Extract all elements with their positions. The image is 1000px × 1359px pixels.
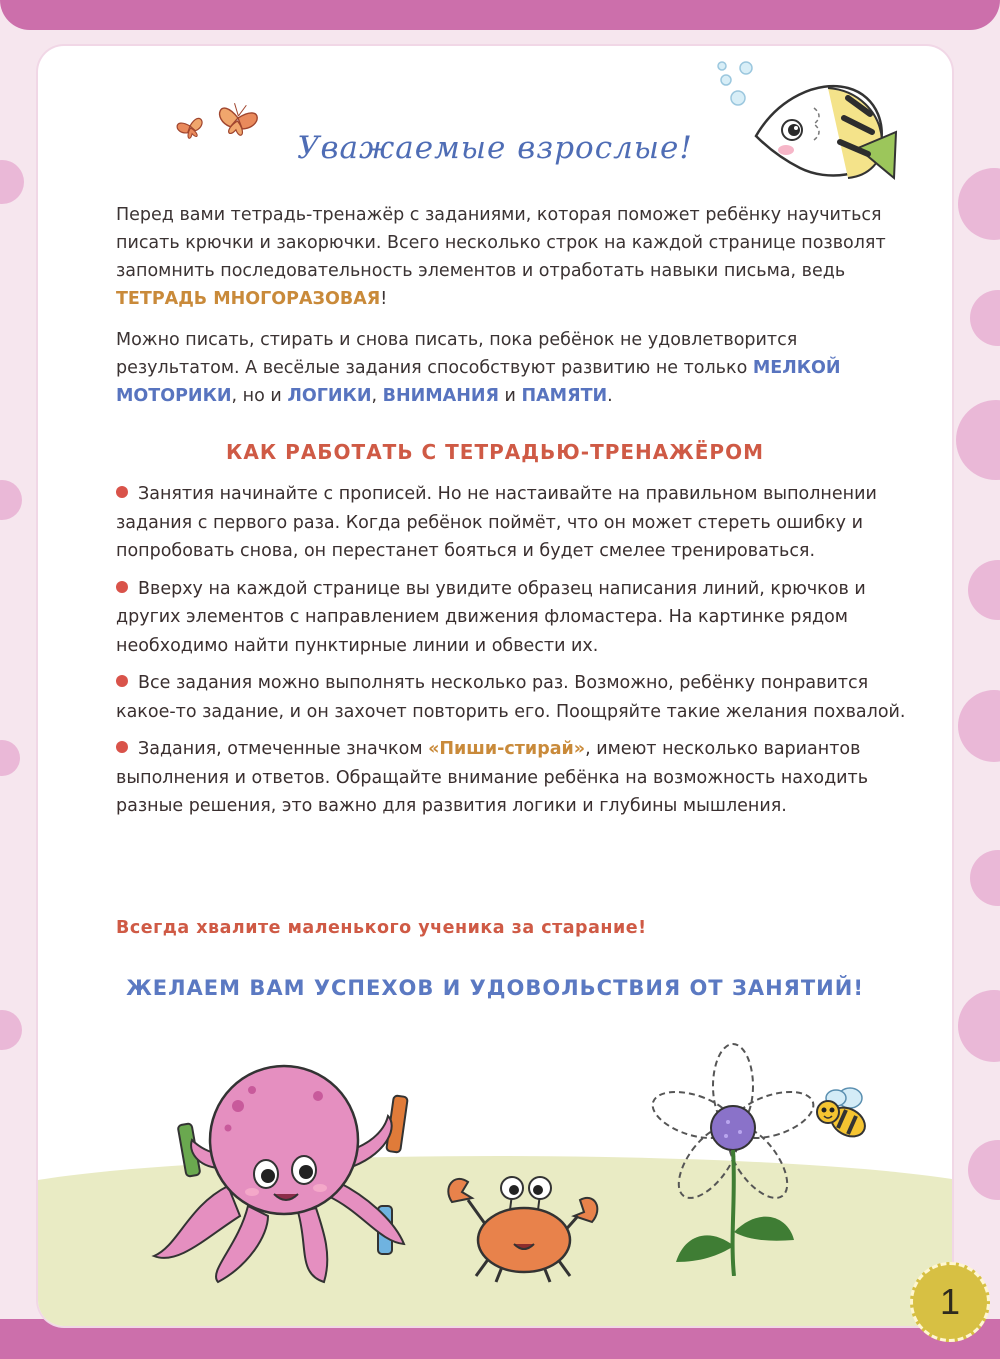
fish-illustration <box>708 58 908 188</box>
background-dot <box>956 400 1000 480</box>
background-dot <box>970 850 1000 906</box>
background-dot <box>0 480 22 520</box>
intro-paragraph-2 <box>116 326 916 410</box>
intro-p2-end: . <box>607 386 613 406</box>
intro-p1-end: ! <box>380 289 388 309</box>
list-item-text: Вверху на каждой странице вы увидите образец написания линий, крючков и других элементов с направлением движения фломастера. На картинке рядом необходимо найти пунктирные линии и обвести их. <box>116 578 866 656</box>
flower-illustration <box>648 1036 818 1276</box>
background-dot <box>958 690 1000 762</box>
closing-wish: ЖЕЛАЕМ ВАМ УСПЕХОВ И УДОВОЛЬСТВИЯ ОТ ЗАНЯТИЙ! <box>126 976 864 1000</box>
logic-highlight: ЛОГИКИ <box>287 386 372 406</box>
instructions-list <box>116 480 916 830</box>
list-item <box>116 575 916 661</box>
list-item <box>116 735 916 821</box>
intro-p2-text: Можно писать, стирать и снова писать, пока ребёнок не удовлетворится результатом. А весёлые задания способствуют развитию не только <box>116 330 798 378</box>
intro-paragraph-1 <box>116 201 916 313</box>
write-erase-highlight: «Пиши-стирай» <box>428 739 586 759</box>
content-card <box>38 46 952 1326</box>
bullet-dot-icon <box>116 581 128 593</box>
crab-illustration <box>438 1158 608 1288</box>
reusable-notebook-highlight: ТЕТРАДЬ МНОГОРАЗОВАЯ <box>116 289 381 309</box>
bee-illustration <box>808 1086 878 1146</box>
praise-note: Всегда хвалите маленького ученика за старание! <box>116 918 647 938</box>
background-dot <box>0 160 24 204</box>
background-dot <box>970 290 1000 346</box>
list-item <box>116 480 916 566</box>
background-dot <box>968 560 1000 620</box>
top-frame-band <box>0 0 1000 30</box>
bullet-dot-icon <box>116 741 128 753</box>
background-dot <box>0 1010 22 1050</box>
bullet-dot-icon <box>116 486 128 498</box>
intro-p2-sep: , <box>371 386 383 406</box>
background-dot <box>958 168 1000 240</box>
page-number-badge: 1 <box>910 1262 990 1342</box>
list-item-text: Задания, отмеченные значком <box>138 739 429 759</box>
bullet-dot-icon <box>116 675 128 687</box>
intro-p2-sep: и <box>498 386 522 406</box>
intro-p2-sep: , но и <box>231 386 288 406</box>
list-item-text: Все задания можно выполнять несколько раз. Возможно, ребёнку понравится какое-то задание, и он захочет повторить его. Поощряйте такие желания похвалой. <box>116 673 906 722</box>
how-to-heading: КАК РАБОТАТЬ С ТЕТРАДЬЮ-ТРЕНАЖЁРОМ <box>226 440 764 464</box>
fine-motor-highlight: МЕЛКОЙ МОТОРИКИ <box>116 358 841 406</box>
list-item-text: , имеют несколько вариантов выполнения и ответов. Обращайте внимание ребёнка на возможность находить разные решения, это важно для развития логики и глубины мышления. <box>116 739 869 816</box>
background-dot <box>0 740 20 776</box>
intro-p1-text: Перед вами тетрадь-тренажёр с заданиями, которая поможет ребёнку научиться писать крючки и закорючки. Всего несколько строк на каждой странице позволят запомнить последовательность элементов и отработать навыки письма, ведь <box>116 205 886 281</box>
background-dot <box>968 1140 1000 1200</box>
attention-highlight: ВНИМАНИЯ <box>382 386 499 406</box>
background-dot <box>958 990 1000 1062</box>
page-title: Уважаемые взрослые! <box>297 130 693 166</box>
list-item <box>116 669 916 726</box>
octopus-illustration <box>148 1056 428 1286</box>
memory-highlight: ПАМЯТИ <box>521 386 608 406</box>
list-item-text: Занятия начинайте с прописей. Но не настаивайте на правильном выполнении задания с первого раза. Когда ребёнок поймёт, что он может стереть ошибку и попробовать снова, он перестанет бояться и будет смелее тренироваться. <box>116 484 877 561</box>
